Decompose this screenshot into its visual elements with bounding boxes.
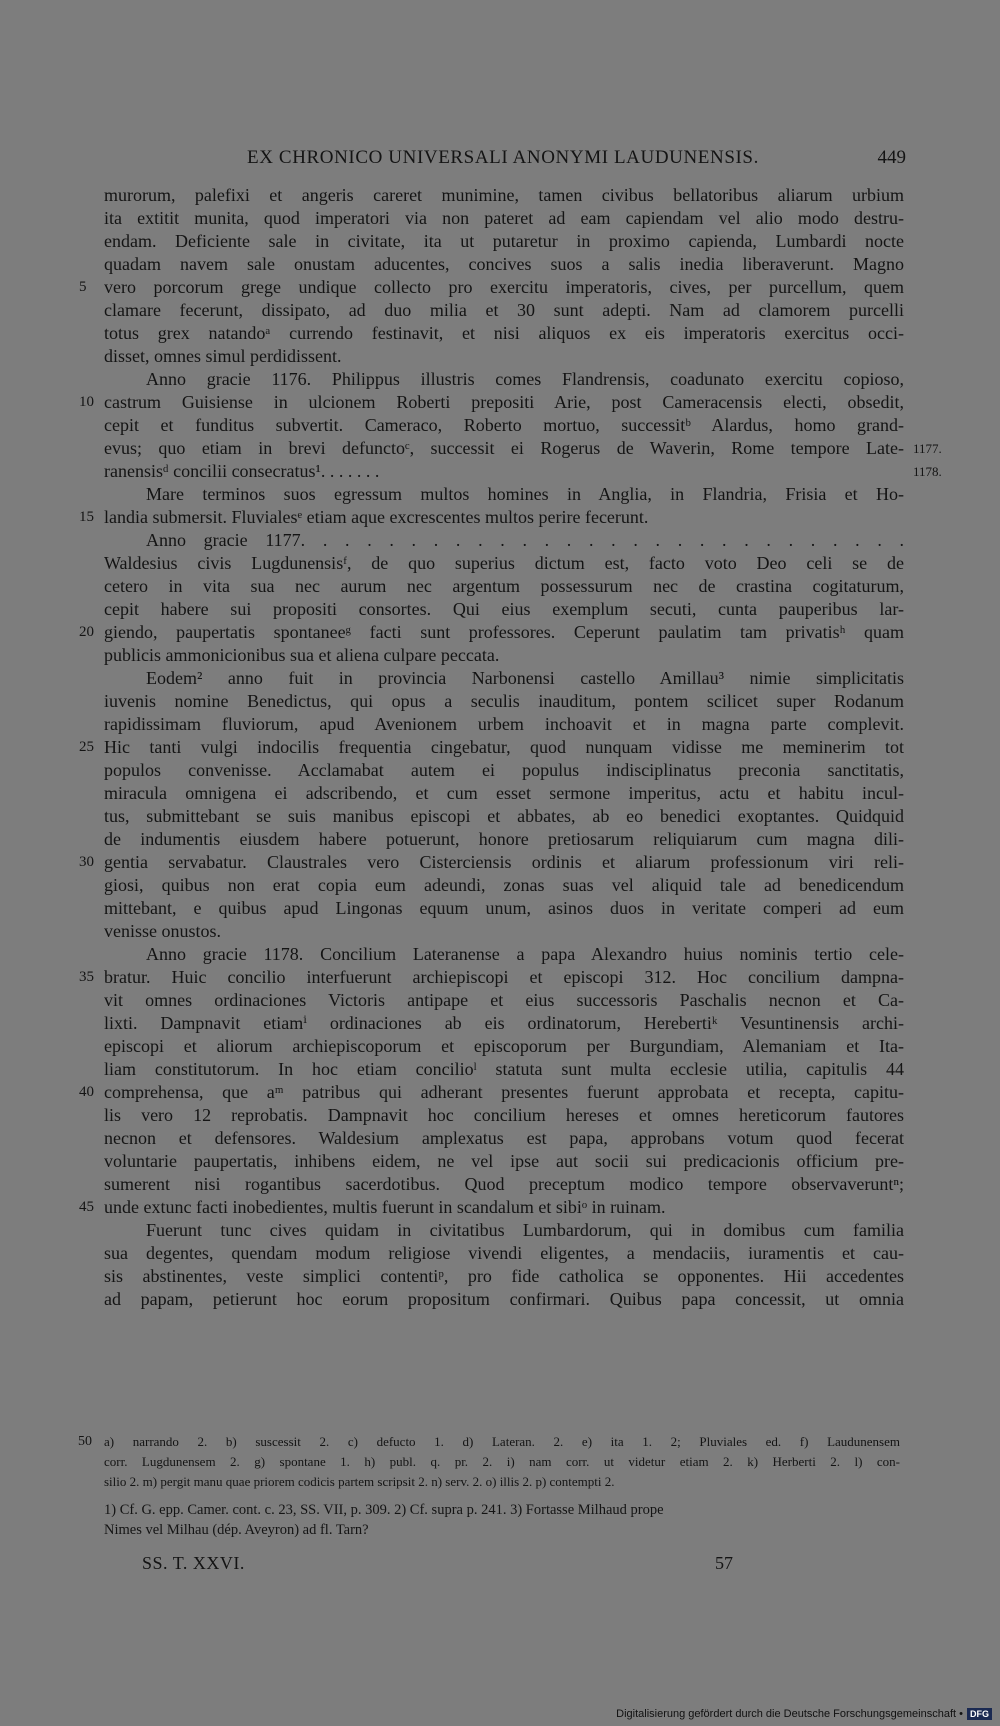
text-line <box>0 1242 1000 1265</box>
line-text: Eodem² anno fuit in provincia Narbonensi castello Amillau³ nimie simplicitatis <box>146 668 904 688</box>
line-text: miracula omnigena ei adscribendo, et cum esset sermone imperitus, actu et habitu incul- <box>104 783 904 803</box>
line-text: sumerent nisi rogantibus sacerdotibus. Quod preceptum modico tempore observaveruntⁿ; <box>104 1174 904 1194</box>
line-text: landia submersit. Fluvialesᵉ etiam aque excrescentes multos perire fecerunt. <box>104 507 649 527</box>
text-line <box>0 621 1000 644</box>
variant-note-line <box>78 1472 908 1492</box>
line-text: endam. Deficiente sale in civitate, ita ut putaretur in proximo capienda, Lumbardi nocte <box>104 231 904 251</box>
line-text: lixti. Dampnavit etiamⁱ ordinaciones ab eis ordinatorum, Herebertiᵏ Vesuntinensis archi- <box>104 1013 904 1033</box>
text-line <box>0 943 1000 966</box>
line-text: Hic tanti vulgi indocilis frequentia cingebatur, quod nunquam vidisse me meminerim tot <box>104 737 904 757</box>
line-number: 30 <box>79 854 94 870</box>
line-text: cepit habere sui propositi consortes. Qui eius exemplum secuti, cunta pauperibus lar- <box>104 599 904 619</box>
line-text: giosi, quibus non erat copia eum adeundi, zonas suas vel aliquid tale ad benedicendum <box>104 875 904 895</box>
dfg-logo: DFG <box>967 1708 992 1720</box>
variant-note-line <box>78 1452 908 1472</box>
line-text: quadam navem sale onustam aducentes, concives suos a salis inedia liberaverunt. Magno <box>104 254 904 274</box>
text-line <box>0 1104 1000 1127</box>
editorial-note-line: Nimes vel Milhau (dép. Aveyron) ad fl. Tarn? <box>104 1522 369 1538</box>
text-line <box>0 414 1000 437</box>
line-text: evus; quo etiam in brevi defunctoᶜ, successit ei Rogerus de Waverin, Rome tempore Late- <box>104 438 904 458</box>
text-line <box>0 897 1000 920</box>
variant-note-line <box>78 1432 908 1452</box>
digitization-credit <box>616 1706 992 1722</box>
line-text: sua degentes, quendam modum religiose vivendi eligentes, a mendaciis, iuramentis et cau- <box>104 1243 904 1263</box>
text-line <box>0 299 1000 322</box>
line-text: Anno gracie 1177. . . . . . . . . . . . . . . . . . . . . . . . . . . . <box>146 530 904 550</box>
text-line <box>0 253 1000 276</box>
line-text: Anno gracie 1178. Concilium Lateranense a papa Alexandro huius nominis tertio cele- <box>146 944 904 964</box>
line-text: ranensisᵈ concilii consecratus¹. . . . . . . <box>104 461 380 481</box>
text-line <box>0 368 1000 391</box>
line-text: comprehensa, que aᵐ patribus qui adherant presentes fuerunt approbata et recepta, capitu- <box>104 1082 904 1102</box>
line-text: Waldesius civis Lugdunensisᶠ, de quo superius dictum est, facto voto Deo celi se de <box>104 553 904 573</box>
text-line <box>0 506 1000 529</box>
line-text: liam constitutorum. In hoc etiam concilioˡ statuta sunt multa ecclesie utilia, capitulis 44 <box>104 1059 904 1079</box>
line-text: Mare terminos suos egressum multos homines in Anglia, in Flandria, Frisia et Ho- <box>146 484 904 504</box>
text-line <box>0 759 1000 782</box>
line-number: 35 <box>79 969 94 985</box>
text-line <box>0 1219 1000 1242</box>
variant-note-text: silio 2. m) pergit manu quae priorem codicis partem scripsit 2. n) serv. 2. o) illis 2. p) contempti 2. <box>104 1474 615 1489</box>
text-line <box>0 851 1000 874</box>
line-text: Fuerunt tunc cives quidam in civitatibus Lumbardorum, qui in domibus cum familia <box>146 1220 904 1240</box>
text-line <box>0 575 1000 598</box>
line-text: voluntarie paupertatis, inhibens eidem, ne vel ipse aut socii sui predicacionis officium pre- <box>104 1151 904 1171</box>
margin-year: 1177. <box>913 441 942 456</box>
margin-year: 1178. <box>913 464 942 479</box>
text-line <box>0 1265 1000 1288</box>
line-text: necnon et defensores. Waldesium amplexatus est papa, approbans votum quod fecerat <box>104 1128 904 1148</box>
editorial-note-line: 1) Cf. G. epp. Camer. cont. c. 23, SS. VII, p. 309. 2) Cf. supra p. 241. 3) Fortasse Milhaud prope <box>104 1502 664 1518</box>
text-line <box>0 828 1000 851</box>
text-line <box>0 1012 1000 1035</box>
line-number: 50 <box>78 1434 92 1449</box>
text-line <box>0 483 1000 506</box>
volume-signature: SS. T. XXVI. <box>142 1553 245 1573</box>
text-line <box>0 207 1000 230</box>
line-text: unde extunc facti inobedientes, multis fuerunt in scandalum et sibiᵒ in ruinam. <box>104 1197 666 1217</box>
line-text: venisse onustos. <box>104 921 221 941</box>
text-line <box>0 552 1000 575</box>
line-text: episcopi et aliorum archiepiscoporum et episcoporum per Burgundiam, Alemaniam et Ita- <box>104 1036 904 1056</box>
line-text: totus grex natandoᵃ currendo festinavit, et nisi aliquos ex eis imperatoris exercitus occi- <box>104 323 904 343</box>
text-line <box>0 1035 1000 1058</box>
line-text: ita extitit munita, quod imperatori via non pateret ad eam capiendam vel alio modo destru- <box>104 208 904 228</box>
editorial-notes <box>104 1500 904 1540</box>
line-number: 5 <box>79 279 87 295</box>
text-line <box>0 184 1000 207</box>
text-line <box>0 322 1000 345</box>
variant-notes <box>78 1432 908 1492</box>
text-line <box>0 667 1000 690</box>
text-line <box>0 989 1000 1012</box>
text-line <box>0 805 1000 828</box>
running-title: EX CHRONICO UNIVERSALI ANONYMI LAUDUNENSIS. <box>247 147 759 168</box>
line-text: vit omnes ordinaciones Victoris antipape et eius successoris Paschalis necnon et Ca- <box>104 990 904 1010</box>
line-text: giendo, paupertatis spontaneeᵍ facti sunt professores. Ceperunt paulatim tam privatisʰ quam <box>104 622 904 642</box>
line-text: castrum Guisiense in ulcionem Roberti prepositi Arie, post Cameracensis electi, obsedit, <box>104 392 904 412</box>
text-line <box>0 966 1000 989</box>
line-number: 15 <box>79 509 94 525</box>
line-text: iuvenis nomine Benedictus, qui opus a seculis inauditum, pontem scilicet super Rodanum <box>104 691 904 711</box>
text-line <box>0 276 1000 299</box>
text-line <box>0 736 1000 759</box>
text-line <box>0 920 1000 943</box>
text-line <box>0 598 1000 621</box>
page-header <box>100 147 906 171</box>
text-line <box>0 1081 1000 1104</box>
line-text: bratur. Huic concilio interfuerunt archiepiscopi et episcopi 312. Hoc concilium dampna- <box>104 967 904 987</box>
line-number: 40 <box>79 1084 94 1100</box>
line-text: lis vero 12 reprobatis. Dampnavit hoc concilium hereses et omnes hereticorum fautores <box>104 1105 904 1125</box>
line-text: gentia servabatur. Claustrales vero Cisterciensis ordinis et aliarum professionum viri reli- <box>104 852 904 872</box>
line-text: disset, omnes simul perdidissent. <box>104 346 342 366</box>
line-text: rapidissimam fluviorum, apud Avenionem urbem inchoavit et in magna parte complevit. <box>104 714 904 734</box>
text-line <box>0 1173 1000 1196</box>
line-number: 10 <box>79 394 94 410</box>
text-line <box>0 230 1000 253</box>
line-text: publicis ammonicionibus sua et aliena culpare peccata. <box>104 645 500 665</box>
text-line <box>0 1196 1000 1219</box>
line-text: cetero in vita sua nec aurum nec argentum possessurum nec de crastina cogitaturum, <box>104 576 904 596</box>
text-line <box>0 460 1000 483</box>
text-line <box>0 1288 1000 1311</box>
text-line <box>0 690 1000 713</box>
line-text: de indumentis eiusdem habere potuerunt, honore pretiosarum reliquiarum cum magna dili- <box>104 829 904 849</box>
credit-text: Digitalisierung gefördert durch die Deutsche Forschungsgemeinschaft • <box>616 1708 963 1720</box>
text-line <box>0 644 1000 667</box>
page-number: 449 <box>877 147 906 168</box>
variant-note-text: a) narrando 2. b) suscessit 2. c) defucto 1. d) Lateran. 2. e) ita 1. 2; Pluviales ed. f) Laudunensem <box>104 1434 900 1449</box>
text-line <box>0 345 1000 368</box>
text-line <box>0 437 1000 460</box>
text-line <box>0 1127 1000 1150</box>
sheet-number: 57 <box>715 1553 733 1573</box>
variant-note-text: corr. Lugdunensem 2. g) spontane 1. h) publ. q. pr. 2. i) nam corr. ut videtur etiam 2. k) Herberti 2. l) con- <box>104 1454 900 1469</box>
line-text: vero porcorum grege undique collecto pro exercitu imperatoris, cives, per purcellum, quem <box>104 277 904 297</box>
chronicle-text <box>0 184 1000 1311</box>
line-text: mittebant, e quibus apud Lingonas equum unum, asinos duos in veritate comperi ad eum <box>104 898 904 918</box>
text-line <box>0 713 1000 736</box>
line-number: 20 <box>79 624 94 640</box>
line-text: tus, submittebant se suis manibus episcopi et abbates, ab eo benedici exoptantes. Quidquid <box>104 806 904 826</box>
text-line <box>0 529 1000 552</box>
text-line <box>0 1150 1000 1173</box>
line-text: Anno gracie 1176. Philippus illustris comes Flandrensis, coadunato exercitu copioso, <box>146 369 904 389</box>
line-text: sis abstinentes, veste simplici contentiᵖ, pro fide catholica se opponentes. Hii accedentes <box>104 1266 904 1286</box>
text-line <box>0 874 1000 897</box>
line-number: 25 <box>79 739 94 755</box>
line-text: murorum, palefixi et angeris careret munimine, tamen civibus bellatoribus aliarum urbium <box>104 185 904 205</box>
line-number: 45 <box>79 1199 94 1215</box>
line-text: cepit et funditus subvertit. Cameraco, Roberto mortuo, successitᵇ Alardus, homo grand- <box>104 415 904 435</box>
text-line <box>0 782 1000 805</box>
line-text: populos convenisse. Acclamabat autem ei populus indisciplinatus preconia sanctitatis, <box>104 760 904 780</box>
text-line <box>0 1058 1000 1081</box>
text-line <box>0 391 1000 414</box>
line-text: clamare fecerunt, dissipato, ad duo milia et 30 sunt adepti. Nam ad clamorem purcelli <box>104 300 904 320</box>
line-text: ad papam, petierunt hoc eorum propositum confirmari. Quibus papa concessit, ut omnia <box>104 1289 904 1309</box>
